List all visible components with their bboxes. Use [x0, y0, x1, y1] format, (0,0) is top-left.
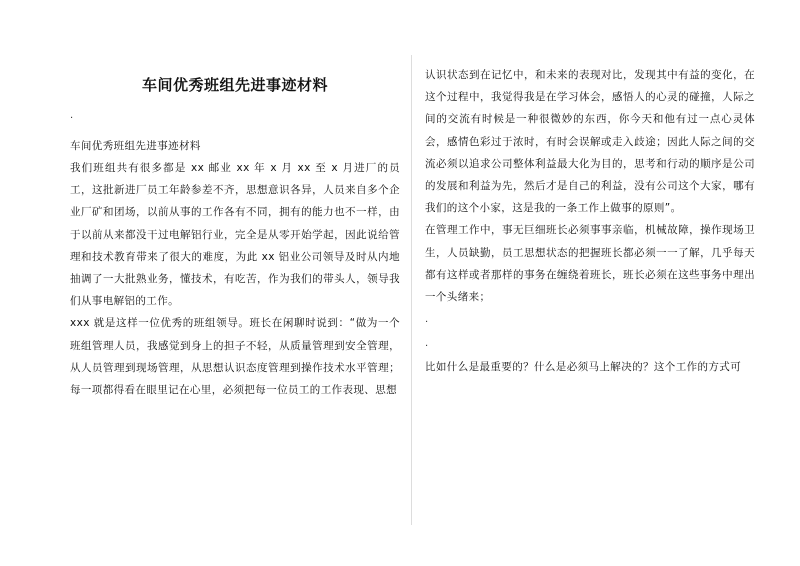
- document-subtitle: 车间优秀班组先进事迹材料: [70, 140, 201, 152]
- paragraph-team-intro: 我们班组共有很多都是 xx 邮业 xx 年 x 月 xx 至 x 月进厂的员工，这批新进厂员工年龄参差不齐，思想意识各异，人员来自多个企业厂矿和团场，以前从事的工作各有不同，拥有的能力也不一样，由于以前从来都没干过电解铝行业，完全是从零开始学起，因此说给管理和技术教育带来了很大的难度，为此 xx 铝业公司领导及时从内地抽调了一大批熟业务，懂技术，有吃苦，作为我们的带头人，领导我们从事电解铝的工作。: [70, 162, 400, 308]
- paragraph-team-leader: xxx 就是这样一位优秀的班组领导。班长在闲聊时说到：“做为一个班组管理人员，我感觉到身上的担子不轻，从质量管理到安全管理，从人员管理到现场管理，从思想认识态度管理到操作技术水平管理；每一项都得看在眼里记在心里，必须把每一位员工的工作表现、思想: [70, 317, 400, 397]
- spacer-dot: .: [425, 314, 429, 326]
- right-column: [425, 64, 755, 378]
- bullet-dot: .: [70, 110, 74, 121]
- paragraph-priorities: 比如什么是最重要的？什么是必须马上解决的？这个工作的方式可: [425, 361, 742, 374]
- spacer-dot: .: [425, 338, 429, 350]
- paragraph-communication: 认识状态到在记忆中，和未来的表现对比，发现其中有益的变化，在这个过程中，我觉得我是在学习体会，感悟人的心灵的碰撞，人际之间的交流有时候是一种很微妙的东西，你今天和他有过一点心灵体会，感情色彩过于浓时，有时会误解或走入歧途；因此人际之间的交流必须以追求公司整体利益最大化为目的，思考和行动的顺序是公司的发展和利益为先，然后才是自己的利益，没有公司这个大家，哪有我们的这个小家，这是我的一条工作上做事的原则”。: [425, 69, 755, 215]
- left-column: [70, 64, 400, 401]
- column-divider: [411, 55, 412, 525]
- paragraph-management: 在管理工作中，事无巨细班长必须事事亲临，机械故障，操作现场卫生，人员缺勤，员工思想状态的把握班长都必须一一了解，几乎每天都有这样或者那样的事务在缠绕着班长，班长必须在这些事务中理出一个头绪来；: [425, 224, 755, 304]
- document-title: 车间优秀班组先进事迹材料: [141, 76, 328, 94]
